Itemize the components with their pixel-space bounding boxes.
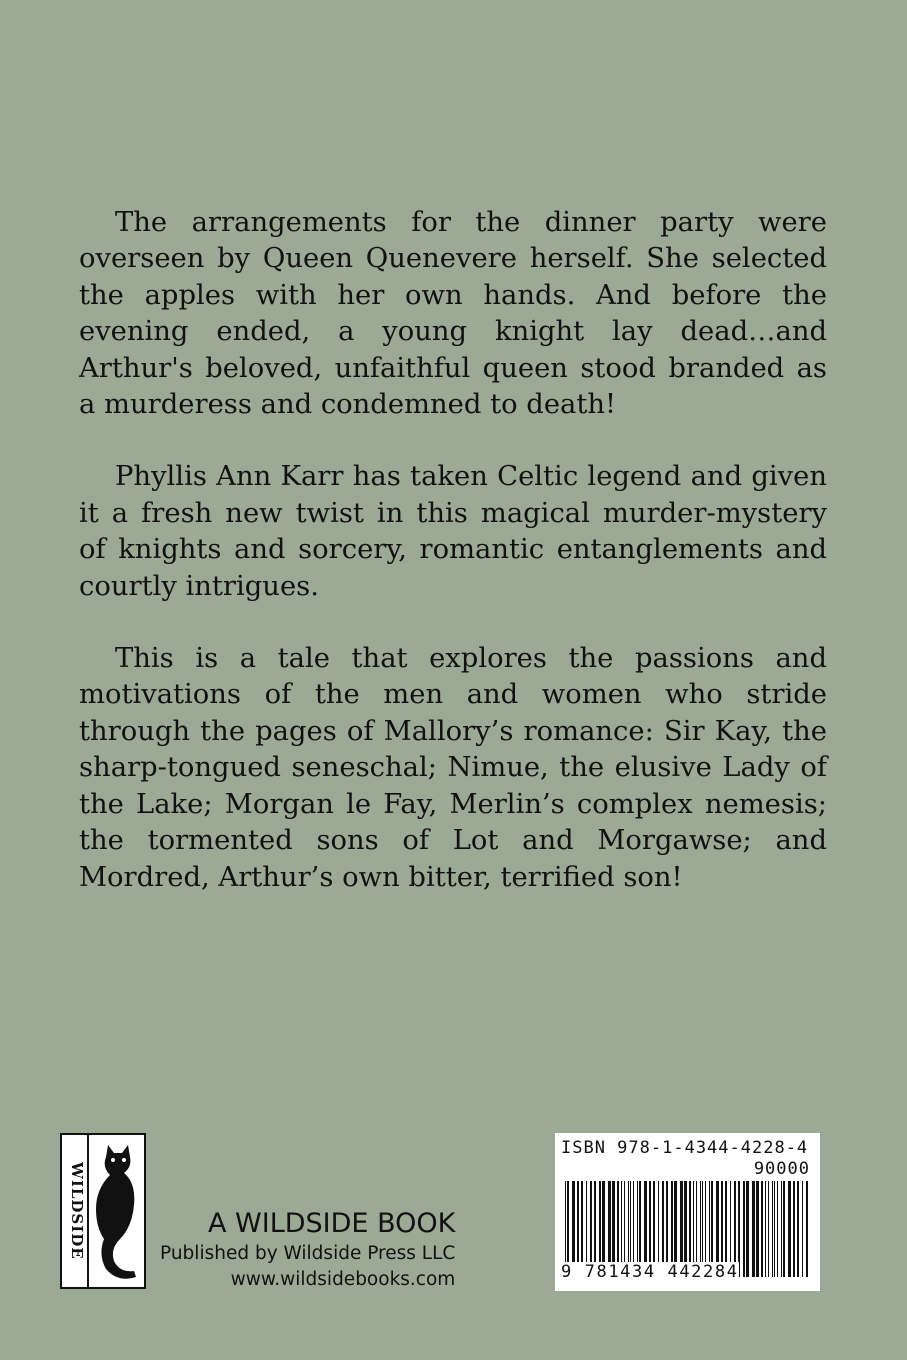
barcode-bar xyxy=(774,1181,775,1277)
barcode-bar xyxy=(752,1181,755,1277)
barcode-bar xyxy=(761,1181,763,1277)
price-code: 90000 xyxy=(753,1159,810,1179)
barcode-bar xyxy=(783,1181,785,1277)
publisher-website: www.wildsidebooks.com xyxy=(230,1269,456,1290)
black-cat-icon xyxy=(62,1135,144,1287)
barcode-bar xyxy=(797,1181,799,1277)
back-cover-blurb xyxy=(79,205,827,932)
barcode-bar xyxy=(768,1181,769,1277)
publisher-name: A WILDSIDE BOOK xyxy=(207,1208,456,1239)
blurb-paragraph-1: The arrangements for the dinner party were overseen by Queen Quenevere herself. She selected the apples with her own hands. And before the evening ended, a young knight lay dead…and Arthur's beloved, unfaithful queen stood branded as a murderess and condemned to death! xyxy=(79,207,827,421)
wildside-logo xyxy=(60,1133,146,1289)
logo-wordmark: WILDSIDE xyxy=(68,1162,86,1260)
barcode-bar xyxy=(765,1181,766,1277)
isbn-label: ISBN 978-1-4344-4228-4 xyxy=(561,1138,809,1158)
barcode-bar xyxy=(781,1181,782,1277)
published-by: Published by Wildside Press LLC xyxy=(160,1243,456,1264)
barcode-bar xyxy=(777,1181,778,1277)
barcode-bar xyxy=(788,1181,791,1277)
barcode-bar xyxy=(756,1181,759,1277)
barcode-bar xyxy=(743,1181,745,1277)
isbn-barcode xyxy=(555,1133,820,1291)
barcode-bar xyxy=(746,1181,749,1277)
blurb-paragraph-2: Phyllis Ann Karr has taken Celtic legend and given it a fresh new twist in this magical murder-mystery of knights and sorcery, romantic entanglements and courtly intrigues. xyxy=(79,461,827,602)
barcode-bar xyxy=(802,1181,803,1277)
publisher-info xyxy=(160,1207,455,1293)
barcode-bar xyxy=(772,1181,773,1277)
barcode-bar xyxy=(793,1181,795,1277)
blurb-paragraph-3: This is a tale that explores the passions and motivations of the men and women who stride through the pages of Mallory’s romance: Sir Kay, the sharp-tongued seneschal; Nimue, the elusive Lady of the Lake; Morgan le Fay, Merlin’s complex nemesis; the tormented sons of Lot and Morgawse; and Mordred, Arthur’s own bitter, terrified son! xyxy=(79,643,827,893)
barcode-number: 9 781434 442284 xyxy=(561,1262,739,1282)
barcode-bar xyxy=(806,1181,808,1277)
